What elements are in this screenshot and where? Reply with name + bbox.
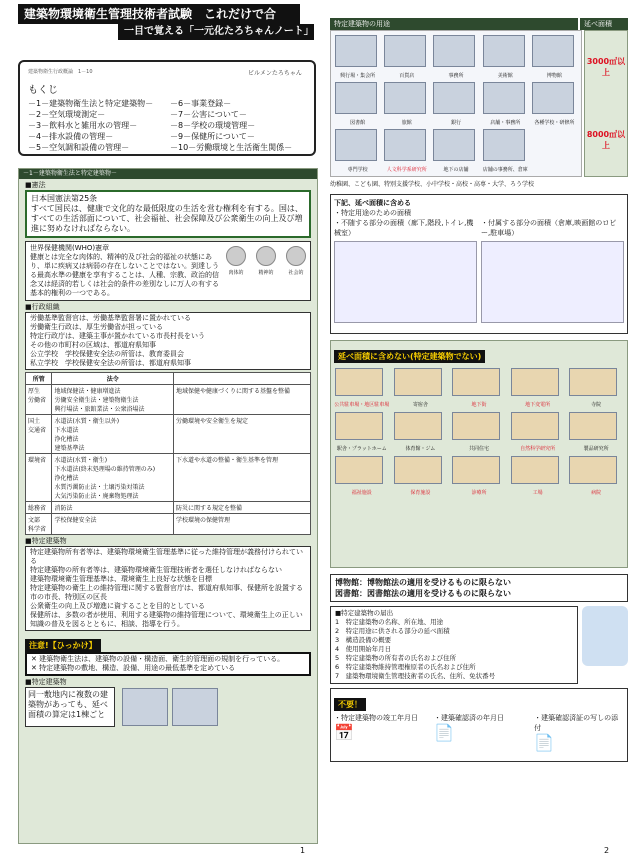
bottom-label: ■特定建築物 (25, 678, 67, 686)
header-title: 建築物環境衛生管理技術者試験 これだけで合格！！ (18, 4, 300, 24)
use-item: 銀行 (432, 81, 479, 126)
admin-line: 私立学校 学校保健安全法の所管は、都道府県知事 (30, 359, 191, 367)
report-item: 1 特定建築物の名称、所在地、用途 (335, 618, 444, 626)
unneeded-item: ・特定建築物の竣工年月日 📅 (334, 714, 418, 742)
use-item: 人文科学系研究所 (383, 128, 430, 173)
admin-line: 公立学校 学校保健安全法の所管は、教育委員会 (30, 350, 184, 358)
use-item: 事務所 (432, 34, 479, 79)
bottom-text: 同一敷地内に複数の建築物があっても、延べ面積の算定は1棟ごと (25, 687, 115, 727)
floor-area-line: ・特定用途のための面積 (334, 209, 411, 217)
excluded-title: 延べ面積に含めない(特定建築物でない) (334, 350, 485, 363)
museum-line: 図書館：図書館法の適用を受けるものに限らない (335, 589, 511, 598)
law-table-header: 所管 (26, 373, 52, 385)
who-title: 世界保健機関(WHO)憲章 (30, 244, 110, 252)
use-item: 各種学校・研修所 (531, 81, 578, 126)
special-line: 特定建築物の衛生上の維持管理に関する監督官庁は、都道府県知事、保健所を設置する市の市長、特別区の区長 (30, 584, 303, 601)
excluded-item: 製品研究所 (568, 411, 624, 452)
report-card (330, 606, 578, 684)
special-line: 特定建築物の所有者等は、建築物環境衛生管理技術者を選任しなければならない (30, 566, 282, 574)
special-line: 建築物環境衛生管理基準は、環境衛生上良好な状態を目標 (30, 575, 212, 583)
right-page (330, 18, 628, 844)
notice-line: ✕ 特定建築物の敷地、構造、設備、用途の最低基準を定めている (31, 664, 236, 672)
who-icons (226, 246, 306, 278)
mind-icon: 精神的 (256, 246, 276, 278)
header-subtitle: 一目で覚える「一元化たろちゃんノート」 (118, 24, 314, 40)
use-item: 図書館 (334, 81, 381, 126)
notice-card (25, 652, 311, 676)
use-item: 興行場・集会所 (334, 34, 381, 79)
use-item: 博物館 (531, 34, 578, 79)
use-item: 店舗・事務所 (482, 81, 529, 126)
page-number: 2 (604, 846, 610, 855)
special-card (25, 546, 311, 631)
report-label: ■特定建築物の届出 (335, 609, 394, 617)
uses-header: 特定建築物の用途 (330, 18, 578, 30)
unneeded-item: ・建築確認済証の写しの添付 📄 (534, 714, 619, 752)
excluded-item: 診療所 (451, 455, 507, 496)
toc-item: －8－学校の環境管理－ (170, 121, 256, 130)
floor-area-images (334, 241, 624, 323)
admin-line: 特定行政庁は、建築主事が置かれている市長村長をいう (30, 332, 205, 340)
table-row: 厚生 労働省 地域保健法・健康増進法 労働安全衛生法・建築物衛生法 興行場法・旅館業法・公衆浴場法 地域保健や健康づくりに関する基盤を整備 (26, 385, 311, 415)
building-icon (122, 688, 168, 726)
use-item: 地下の店舗 (432, 128, 479, 173)
table-row: 総務省 消防法 防災に関する規定を整備 (26, 502, 311, 514)
left-page (18, 168, 318, 844)
excluded-item: 自然科学研究所 (510, 411, 566, 452)
uses-grid (330, 30, 582, 177)
table-row: 国土 交通省 水道法(水質・衛生以外) 下水道法 浄化槽法 建築基準法 労働環境や安全衛生を規定 (26, 415, 311, 454)
toc-item: －4－排水設備の管理－ (28, 132, 114, 141)
unneeded-item: ・建築確認済の年月日 📄 (434, 714, 505, 742)
constitution-text: すべて国民は、健康で文化的な最低限度の生活を営む権利を有する。国は、すべての生活部面について、社会福祉、社会保障及び公衆衛生の向上及び増進に努めなければならない。 (31, 204, 303, 233)
admin-line: 労働衛生行政は、厚生労働省が担っている (30, 323, 163, 331)
toc-heading: もくじ (28, 85, 58, 96)
admin-card (25, 312, 311, 370)
constitution-label: ■憲法 (25, 181, 46, 189)
notice-title: 注意!【ひっかけ】 (25, 639, 101, 652)
excluded-item: 福祉施設 (334, 455, 390, 496)
museum-line: 博物館：博物館法の適用を受けるものに限らない (335, 578, 511, 587)
building-illustration (121, 687, 219, 727)
toc-item: －3－飲料水と雑用水の管理－ (28, 121, 138, 130)
report-item: 5 特定建築物の所有者の氏名および住所 (335, 654, 457, 662)
special-line: 公衆衛生の向上及び増進に資することを目的としている (30, 602, 205, 610)
use-item: 店舗の事務所、倉庫 (482, 128, 529, 173)
excluded-item: 駅舎・プラットホーム (334, 411, 390, 452)
excluded-item: 体育館・ジム (393, 411, 449, 452)
unneeded-title: 不要！ (334, 698, 366, 711)
toc-tiny-label: 建築物衛生行政概論 1－10 (28, 69, 93, 75)
toc-list (28, 98, 306, 153)
excluded-item: 寄宿舎 (393, 367, 449, 408)
table-of-contents (18, 60, 316, 156)
building-icon (172, 688, 218, 726)
notice-line: ✕ 建築物衛生法は、建築物の設備・構造面、衛生的管理面の規制を行っている。 (31, 655, 285, 663)
toc-item: －6－事業登録－ (170, 99, 232, 108)
excluded-block (330, 340, 628, 568)
who-text: 健康とは完全な肉体的、精神的及び社会的福祉の状態にあり、単に疾病又は病弱の存在しないことではない。到達しうる最高水準の健康を享有することは、人種、宗教、政治的信念又は経済的若しくは社会的条件の差別なしに万人の有する基本的権利の一つである。 (30, 253, 219, 297)
floor-area-line: ・不随する部分の面積（廊下,階段,トイレ,機械室） (334, 219, 474, 237)
toc-item: －2－空気環境測定－ (28, 110, 106, 119)
special-label: ■特定建築物 (25, 537, 67, 545)
excluded-grid (334, 367, 624, 496)
area-8000: 8000㎡以上 (586, 129, 626, 150)
use-item: 専門学校 (334, 128, 381, 173)
section-title: －1－建築物衛生法と特定建築物－ (19, 169, 317, 179)
constitution-card (25, 190, 311, 238)
constitution-title: 日本国憲法第25条 (31, 194, 98, 203)
report-item: 6 特定建築物維持管理権原者の氏名および住所 (335, 663, 476, 671)
excluded-item: 寺院 (568, 367, 624, 408)
law-table-header: 法令 (52, 373, 174, 385)
report-item: 4 使用開始年月日 (335, 645, 392, 653)
excluded-item: 保育施設 (393, 455, 449, 496)
excluded-item: 共同住宅 (451, 411, 507, 452)
report-block (330, 606, 628, 684)
area-header: 延べ面積 (580, 18, 628, 30)
admin-label: ■行政組織 (25, 303, 60, 311)
floor-area-row (334, 218, 624, 238)
schools-note: 幼稚園、こども園、特別支援学校、小中学校・高校・高専・大学、ろう学校 (330, 181, 535, 188)
admin-line: その他の市町村の区域は、都道府県知事 (30, 341, 156, 349)
special-line: 保健所は、多数の者が使用、利用する建築物の維持管理について、環境衛生上の正しい知識の普及を図るとともに、相談、指導を行う。 (30, 611, 303, 628)
table-row: 文部 科学省 学校保健安全法 学校環境の保健管理 (26, 514, 311, 535)
law-table-header (174, 373, 311, 385)
corridor-image (334, 241, 477, 323)
cross-icon: ✕ (31, 655, 40, 663)
notice-block (25, 633, 311, 676)
who-card (25, 241, 311, 301)
admin-line: 労働基準監督官は、労働基準監督署に置かれている (30, 314, 191, 322)
mascot-label: ビルメンたろちゃん (248, 70, 302, 77)
museum-card (330, 574, 628, 602)
area-column (584, 30, 628, 177)
body-icon: 肉体的 (226, 246, 246, 278)
floor-area-line: ・付属する部分の面積（倉庫,映画館のロビー,駐車場） (481, 219, 617, 237)
uses-header-row (330, 18, 628, 30)
bottom-block (25, 687, 311, 727)
use-item: 百貨店 (383, 34, 430, 79)
uses-block (330, 30, 628, 177)
mascot-image (582, 606, 628, 666)
toc-item: －10－労働環境と生活衛生関係－ (170, 143, 293, 152)
page-number: 1 (300, 846, 306, 855)
cross-icon: ✕ (31, 664, 40, 672)
floor-area-card (330, 194, 628, 334)
document-icon: 📄 (534, 733, 555, 752)
excluded-item: 工場 (510, 455, 566, 496)
report-item: 2 特定用途に供される部分の延べ面積 (335, 627, 450, 635)
excluded-item: 地下変電所 (510, 367, 566, 408)
area-3000: 3000㎡以上 (586, 57, 626, 78)
toc-item: －1－建築物衛生法と特定建築物－ (28, 99, 154, 108)
use-item: 旅館 (383, 81, 430, 126)
toc-item: －5－空気調和設備の管理－ (28, 143, 130, 152)
law-table (25, 372, 311, 535)
document-icon: 📄 (434, 723, 454, 742)
special-line: 特定建築物所有者等は、建築物環境衛生管理基準に従った維持管理が義務付けられている (30, 548, 303, 565)
report-item: 7 建築物環境衛生管理技術者の氏名、住所、免状番号 (335, 672, 496, 680)
unneeded-card (330, 688, 628, 762)
excluded-item: 病院 (568, 455, 624, 496)
excluded-item: 公共駐車場・地区駐車場 (334, 367, 390, 408)
use-item: 美術館 (482, 34, 529, 79)
excluded-item: 地下街 (451, 367, 507, 408)
parking-image (481, 241, 624, 323)
calendar-icon: 📅 (334, 723, 354, 742)
society-icon: 社会的 (286, 246, 306, 278)
toc-item: －9－保健所について－ (170, 132, 255, 141)
table-row: 環境省 水道法(水質・衛生) 下水道法(終末処理場の維持管理のみ) 浄化槽法 水質汚濁防止法・土壌汚染対策法 大気汚染防止法・廃棄物処理法 下水道や水道の整備・衛生基準を管理 (26, 454, 311, 502)
floor-area-title: 下記、延べ面積に含める (334, 199, 411, 207)
unneeded-row (334, 713, 624, 752)
toc-item: －7－公害について－ (170, 110, 247, 119)
report-item: 3 構造設備の概要 (335, 636, 392, 644)
